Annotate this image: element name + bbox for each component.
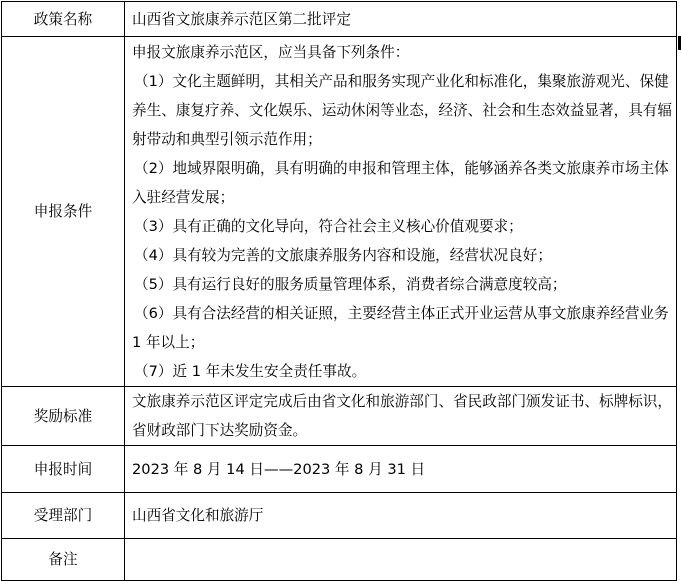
conditions-label: 申报条件: [2, 37, 125, 387]
remark-value: [125, 539, 677, 581]
reward-row: [2, 387, 677, 446]
apply-time-row: [2, 446, 677, 493]
condition-item-7: （7）近 1 年未发生安全责任事故。: [134, 363, 367, 380]
conditions-value: [125, 37, 677, 387]
department-value: 山西省文化和旅游厅: [125, 493, 677, 539]
apply-time-label: 申报时间: [2, 446, 125, 493]
condition-item-1: （1）文化主题鲜明，其相关产品和服务实现产业化和标准化，集聚旅游观光、保健养生、康复疗养、文化娱乐、运动休闲等业态，经济、社会和生态效益显著，具有辐射带动和典型引领示范作用；: [132, 73, 672, 148]
policy-name-value: 山西省文旅康养示范区第二批评定: [125, 2, 677, 37]
condition-item-3: （3）具有正确的文化导向，符合社会主义核心价值观要求；: [134, 218, 523, 235]
reward-value: 文旅康养示范区评定完成后由省文化和旅游部门、省民政部门颁发证书、标牌标识，省财政部门下达奖励资金。: [125, 387, 677, 446]
conditions-intro: 申报文旅康养示范区，应当具备下列条件：: [132, 44, 410, 61]
apply-time-value: 2023 年 8 月 14 日——2023 年 8 月 31 日: [125, 446, 677, 493]
condition-item-5: （5）具有运行良好的服务质量管理体系，消费者综合满意度较高；: [134, 276, 567, 293]
policy-name-row: [2, 2, 677, 37]
condition-item-6: （6）具有合法经营的相关证照，主要经营主体正式开业运营从事文旅康养经营业务 1 年以上；: [132, 305, 669, 351]
conditions-row: [2, 37, 677, 387]
remark-row: [2, 539, 677, 581]
condition-item-2: （2）地域界限明确，具有明确的申报和管理主体，能够涵养各类文旅康养市场主体入驻经营发展；: [132, 160, 669, 206]
policy-name-label: 政策名称: [2, 2, 125, 37]
department-label: 受理部门: [2, 493, 125, 539]
policy-table: [1, 1, 677, 581]
remark-label: 备注: [2, 539, 125, 581]
condition-item-4: （4）具有较为完善的文旅康养服务内容和设施，经营状况良好；: [134, 247, 552, 264]
reward-label: 奖励标准: [2, 387, 125, 446]
conditions-list: [132, 37, 672, 386]
department-row: [2, 493, 677, 539]
